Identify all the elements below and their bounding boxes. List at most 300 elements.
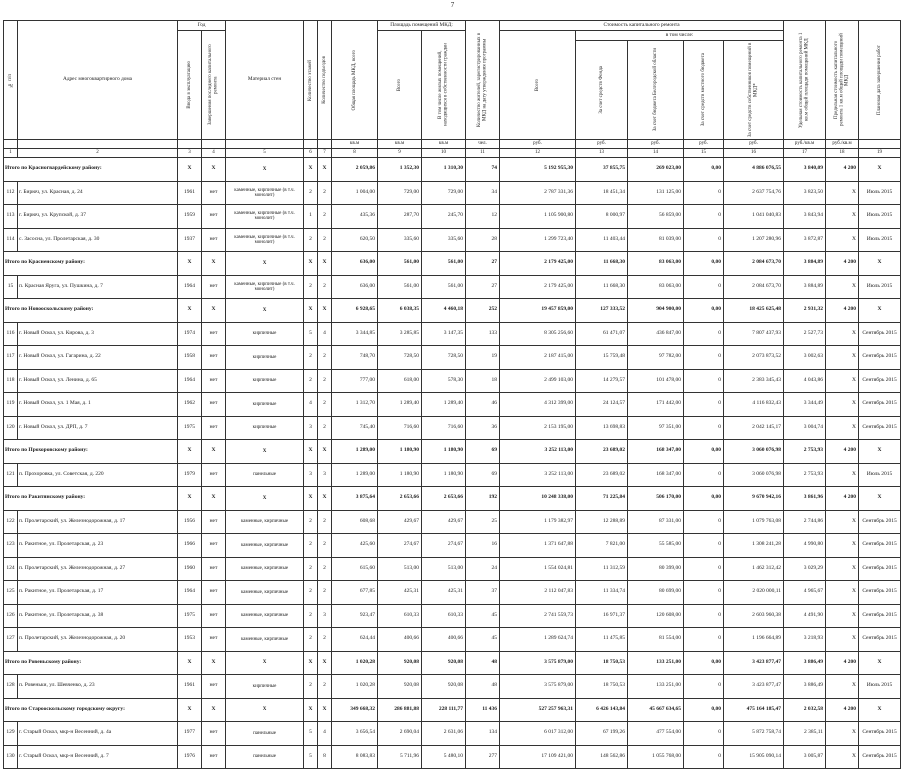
row-number: 126 <box>4 604 18 628</box>
table-cell: 1962 <box>178 393 202 417</box>
table-cell: 0,00 <box>684 158 724 182</box>
table-cell: 1 180,90 <box>422 463 466 487</box>
subtotal-label: Итого по Красненскому району: <box>4 252 178 276</box>
table-cell: 2 <box>304 275 318 299</box>
unit-cell-14: руб. <box>628 140 684 149</box>
table-cell: 1 289,40 <box>378 393 422 417</box>
address-cell: г. Новый Оскол, ул. ДРП, д. 7 <box>18 416 178 440</box>
table-cell: 1 289,40 <box>422 393 466 417</box>
row-number: 124 <box>4 557 18 581</box>
table-cell: 561,00 <box>422 275 466 299</box>
table-cell: 624,44 <box>332 628 378 652</box>
table-cell: X <box>826 581 859 605</box>
table-cell: 3 005,87 <box>784 745 826 769</box>
table-cell: 1 180,90 <box>378 463 422 487</box>
table-cell: 11 334,74 <box>576 581 628 605</box>
table-cell: 3 002,63 <box>784 346 826 370</box>
table-cell: 3 575 879,00 <box>500 675 576 699</box>
unit-cell-4 <box>202 140 226 149</box>
table-row <box>4 510 901 534</box>
table-cell: 81 554,00 <box>628 628 684 652</box>
table-cell: 4 <box>318 322 332 346</box>
address-cell: п. Прохоровка, ул. Советская, д. 220 <box>18 463 178 487</box>
row-number: 112 <box>4 181 18 205</box>
completion-date-cell: X <box>859 487 901 511</box>
table-cell: X <box>826 463 859 487</box>
address-cell: п. Пролетарский, ул. Железнодорожная, д. 27 <box>18 557 178 581</box>
table-cell: X <box>826 205 859 229</box>
table-cell: X <box>318 158 332 182</box>
table-cell: 1979 <box>178 463 202 487</box>
table-cell: 37 <box>466 581 500 605</box>
wall-material-cell: X <box>226 158 304 182</box>
table-cell: 131 125,00 <box>628 181 684 205</box>
table-cell: 2 383 345,43 <box>724 369 784 393</box>
table-cell: 56 859,00 <box>628 205 684 229</box>
table-cell: 1959 <box>178 205 202 229</box>
table-cell: 3 886,49 <box>784 651 826 675</box>
column-number-cell-7: 7 <box>318 149 332 158</box>
table-cell: 1958 <box>178 346 202 370</box>
wall-material-cell: кирпичные <box>226 322 304 346</box>
table-cell: 748,70 <box>332 346 378 370</box>
table-cell: 923,47 <box>332 604 378 628</box>
subtotal-row <box>4 698 901 722</box>
column-number-cell-17: 17 <box>784 149 826 158</box>
table-cell: 620,50 <box>332 228 378 252</box>
table-row <box>4 275 901 299</box>
table-cell: 1977 <box>178 722 202 746</box>
wall-material-cell: панельные <box>226 722 304 746</box>
row-number: 114 <box>4 228 18 252</box>
completion-date-cell: X <box>859 440 901 464</box>
column-number-cell-10: 10 <box>422 149 466 158</box>
table-cell: 3 423 877,47 <box>724 675 784 699</box>
table-cell: 252 <box>466 299 500 323</box>
table-cell: 4 200 <box>826 252 859 276</box>
table-cell: 0 <box>684 604 724 628</box>
table-cell: 81 039,00 <box>628 228 684 252</box>
table-row <box>4 322 901 346</box>
table-row <box>4 675 901 699</box>
table-cell: 1 554 024,81 <box>500 557 576 581</box>
table-cell: 0 <box>684 346 724 370</box>
table-cell: 561,00 <box>378 275 422 299</box>
table-cell: 0 <box>684 416 724 440</box>
header-floors: Количество этажей <box>304 21 318 140</box>
table-cell: 11 436 <box>466 698 500 722</box>
address-cell: п. Красная Яруга, ул. Пушкина, д. 7 <box>18 275 178 299</box>
table-cell: 728,50 <box>422 346 466 370</box>
table-cell: 192 <box>466 487 500 511</box>
table-cell: 2 <box>304 181 318 205</box>
table-cell: нет <box>202 510 226 534</box>
table-cell: 4 200 <box>826 299 859 323</box>
table-row <box>4 416 901 440</box>
table-cell: X <box>304 651 318 675</box>
table-cell: 425,31 <box>422 581 466 605</box>
table-cell: 286 881,88 <box>378 698 422 722</box>
table-cell: 2 <box>304 346 318 370</box>
header-cost-owners: За счет средств собственников помещений в МКД* <box>724 41 784 140</box>
column-number-cell-15: 15 <box>684 149 724 158</box>
table-cell: 578,30 <box>422 369 466 393</box>
table-cell: 0,00 <box>684 651 724 675</box>
table-cell: 4 116 832,43 <box>724 393 784 417</box>
completion-date-cell: Июль 2015 <box>859 275 901 299</box>
row-number: 129 <box>4 722 18 746</box>
table-cell: 2 <box>318 628 332 652</box>
table-cell: 3 344,49 <box>784 393 826 417</box>
table-cell: 24 124,57 <box>576 393 628 417</box>
table-cell: X <box>202 487 226 511</box>
wall-material-cell: кирпичные <box>226 675 304 699</box>
wall-material-cell: кирпичные <box>226 369 304 393</box>
table-cell: X <box>826 722 859 746</box>
table-cell: 83 063,00 <box>628 252 684 276</box>
table-cell: 5 872 758,74 <box>724 722 784 746</box>
table-cell: 3 029,29 <box>784 557 826 581</box>
unit-cell-13: руб. <box>576 140 628 149</box>
wall-material-cell: X <box>226 440 304 464</box>
column-number-cell-4: 4 <box>202 149 226 158</box>
table-cell: 2 <box>318 534 332 558</box>
table-cell: 1 020,28 <box>332 675 378 699</box>
table-cell: X <box>202 252 226 276</box>
table-cell: 6 017 312,00 <box>500 722 576 746</box>
completion-date-cell: X <box>859 252 901 276</box>
table-cell: X <box>826 228 859 252</box>
address-cell: п. Пролетарский, ул. Железнодорожная, д. 17 <box>18 510 178 534</box>
table-cell: нет <box>202 228 226 252</box>
address-cell: г. Бирюч, ул. Крупской, д. 37 <box>18 205 178 229</box>
table-cell: 0,00 <box>684 252 724 276</box>
table-cell: 0,00 <box>684 698 724 722</box>
table-cell: X <box>318 440 332 464</box>
row-number: 15 <box>4 275 18 299</box>
column-number-cell-6: 6 <box>304 149 318 158</box>
header-residents: Количество жителей, зарегистрированных в МКД на дату утверждения программы <box>466 21 500 140</box>
table-cell: 3 344,85 <box>332 322 378 346</box>
table-cell: 2 637 754,76 <box>724 181 784 205</box>
table-cell: X <box>304 698 318 722</box>
table-cell: 2 741 559,73 <box>500 604 576 628</box>
subtotal-label: Итого по Ракитянскому району: <box>4 487 178 511</box>
table-cell: 610,33 <box>422 604 466 628</box>
table-cell: 1966 <box>178 534 202 558</box>
table-cell: 15 759,48 <box>576 346 628 370</box>
completion-date-cell: Сентябрь 2015 <box>859 534 901 558</box>
header-unit-cost: Удельная стоимость капитального ремонта 1 кв.м общей площади помещений МКД <box>784 21 826 140</box>
wall-material-cell: кирпичные <box>226 393 304 417</box>
table-cell: X <box>826 393 859 417</box>
table-cell: 45 <box>466 628 500 652</box>
table-row <box>4 463 901 487</box>
table-cell: 4 886 076,55 <box>724 158 784 182</box>
table-cell: 18 <box>466 369 500 393</box>
table-cell: нет <box>202 346 226 370</box>
table-cell: 729,00 <box>378 181 422 205</box>
header-year-group: Год <box>178 21 226 31</box>
table-cell: 3 <box>318 604 332 628</box>
table-cell: 5 <box>304 322 318 346</box>
table-cell: 1937 <box>178 228 202 252</box>
row-number: 128 <box>4 675 18 699</box>
subtotal-row <box>4 651 901 675</box>
table-cell: 8 <box>318 745 332 769</box>
table-cell: нет <box>202 557 226 581</box>
column-number-cell-19: 19 <box>859 149 901 158</box>
table-cell: 1961 <box>178 675 202 699</box>
table-cell: 3 060 076,98 <box>724 440 784 464</box>
table-cell: 25 <box>466 510 500 534</box>
table-cell: 168 347,00 <box>628 463 684 487</box>
table-cell: 27 <box>466 252 500 276</box>
completion-date-cell: Сентябрь 2015 <box>859 604 901 628</box>
table-cell: 0 <box>684 205 724 229</box>
table-cell: 3 060 076,98 <box>724 463 784 487</box>
row-number: 127 <box>4 628 18 652</box>
table-cell: 46 <box>466 393 500 417</box>
row-number: 117 <box>4 346 18 370</box>
table-cell: 2 <box>318 346 332 370</box>
column-number-cell-1: 1 <box>4 149 18 158</box>
table-cell: 28 <box>466 228 500 252</box>
table-cell: 1976 <box>178 745 202 769</box>
table-cell: 4 043,86 <box>784 369 826 393</box>
row-number: 130 <box>4 745 18 769</box>
table-cell: X <box>826 369 859 393</box>
table-cell: 777,00 <box>332 369 378 393</box>
table-cell: X <box>318 252 332 276</box>
address-cell: г. Бирюч, ул. Красная, д. 24 <box>18 181 178 205</box>
table-cell: 513,00 <box>378 557 422 581</box>
table-cell: 3 285,85 <box>378 322 422 346</box>
row-number: 125 <box>4 581 18 605</box>
table-cell: 5 711,96 <box>378 745 422 769</box>
table-cell: 101 478,00 <box>628 369 684 393</box>
column-number-cell-3: 3 <box>178 149 202 158</box>
table-cell: 133 251,00 <box>628 651 684 675</box>
table-cell: 716,60 <box>422 416 466 440</box>
table-cell: 2 073 873,52 <box>724 346 784 370</box>
table-cell: 3 <box>318 463 332 487</box>
table-row <box>4 534 901 558</box>
table-cell: 2 <box>304 510 318 534</box>
address-cell: г. Новый Оскол, ул. 1 Мая, д. 1 <box>18 393 178 417</box>
table-cell: 3 <box>304 463 318 487</box>
table-cell: 1 020,28 <box>332 651 378 675</box>
table-cell: 0 <box>684 181 724 205</box>
column-number-cell-12: 12 <box>500 149 576 158</box>
table-cell: 3 656,54 <box>332 722 378 746</box>
table-cell: 561,00 <box>422 252 466 276</box>
table-cell: 425,60 <box>332 534 378 558</box>
table-cell: 729,00 <box>422 181 466 205</box>
table-cell: 7 807 437,93 <box>724 322 784 346</box>
wall-material-cell: кирпичные <box>226 346 304 370</box>
table-cell: 527 257 963,31 <box>500 698 576 722</box>
table-cell: 11 668,30 <box>576 252 628 276</box>
table-cell: 3 252 113,00 <box>500 463 576 487</box>
table-cell: X <box>826 346 859 370</box>
table-cell: 1 196 664,89 <box>724 628 784 652</box>
table-cell: 3 218,93 <box>784 628 826 652</box>
table-cell: 2 <box>304 534 318 558</box>
table-cell: 269 023,00 <box>628 158 684 182</box>
table-cell: нет <box>202 722 226 746</box>
table-cell: 4 200 <box>826 698 859 722</box>
table-cell: 97 351,00 <box>628 416 684 440</box>
table-cell: 71 225,84 <box>576 487 628 511</box>
table-cell: X <box>178 158 202 182</box>
table-cell: 13 698,83 <box>576 416 628 440</box>
table-cell: 2 653,66 <box>422 487 466 511</box>
table-cell: 11 403,44 <box>576 228 628 252</box>
table-cell: 608,68 <box>332 510 378 534</box>
unit-cell-7 <box>318 140 332 149</box>
column-number-cell-18: 18 <box>826 149 859 158</box>
table-cell: 0 <box>684 393 724 417</box>
table-cell: 561,00 <box>378 252 422 276</box>
table-cell: X <box>826 745 859 769</box>
table-cell: X <box>304 299 318 323</box>
table-cell: 16 971,37 <box>576 604 628 628</box>
table-cell: 67 199,26 <box>576 722 628 746</box>
unit-cell-5 <box>226 140 304 149</box>
table-cell: 636,00 <box>332 252 378 276</box>
unit-cell-6 <box>304 140 318 149</box>
table-cell: 335,60 <box>378 228 422 252</box>
table-cell: 4 965,67 <box>784 581 826 605</box>
table-cell: 11 668,30 <box>576 275 628 299</box>
table-cell: 2 <box>304 557 318 581</box>
completion-date-cell: Сентябрь 2015 <box>859 581 901 605</box>
table-cell: 4 312 399,00 <box>500 393 576 417</box>
unit-cell-2 <box>18 140 178 149</box>
table-cell: 400,66 <box>422 628 466 652</box>
table-cell: 6 928,65 <box>332 299 378 323</box>
table-cell: 24 <box>466 557 500 581</box>
table-cell: 11 475,85 <box>576 628 628 652</box>
address-cell: г. Старый Оскол, мкр-н Весенний, д. 7 <box>18 745 178 769</box>
table-cell: 148 562,86 <box>576 745 628 769</box>
table-cell: 274,67 <box>378 534 422 558</box>
table-cell: 1975 <box>178 416 202 440</box>
table-cell: 2 179 425,00 <box>500 252 576 276</box>
table-cell: 2 <box>318 393 332 417</box>
table-cell: 2 <box>304 228 318 252</box>
table-cell: 636,00 <box>332 275 378 299</box>
table-cell: 4 <box>318 722 332 746</box>
table-cell: X <box>826 534 859 558</box>
table-cell: 18 451,34 <box>576 181 628 205</box>
table-cell: X <box>178 487 202 511</box>
completion-date-cell: Сентябрь 2015 <box>859 369 901 393</box>
table-cell: 6 038,35 <box>378 299 422 323</box>
table-cell: 245,70 <box>422 205 466 229</box>
address-cell: г. Новый Оскол, ул. Гагарина, д. 22 <box>18 346 178 370</box>
table-cell: 4 200 <box>826 651 859 675</box>
table-cell: 2 032,58 <box>784 698 826 722</box>
unit-cell-15: руб. <box>684 140 724 149</box>
completion-date-cell: Июль 2015 <box>859 463 901 487</box>
wall-material-cell: каменные, кирпичные <box>226 557 304 581</box>
table-cell: 3 <box>304 416 318 440</box>
table-cell: 2 084 673,70 <box>724 252 784 276</box>
table-cell: X <box>178 299 202 323</box>
table-cell: нет <box>202 534 226 558</box>
table-cell: 37 855,75 <box>576 158 628 182</box>
header-year-last-repair: Завершения последнего капитального ремонта <box>202 31 226 140</box>
table-cell: 168 347,00 <box>628 440 684 464</box>
table-cell: 2 187 415,00 <box>500 346 576 370</box>
table-row <box>4 745 901 769</box>
table-cell: 80 699,00 <box>628 581 684 605</box>
unit-cell-8: кв.м <box>332 140 378 149</box>
column-number-cell-8: 8 <box>332 149 378 158</box>
table-cell: 228 111,77 <box>422 698 466 722</box>
table-cell: 0,00 <box>684 440 724 464</box>
table-cell: 2 153 195,00 <box>500 416 576 440</box>
table-cell: 3 252 113,00 <box>500 440 576 464</box>
table-cell: X <box>202 440 226 464</box>
table-cell: 920,08 <box>422 651 466 675</box>
completion-date-cell: Июль 2015 <box>859 205 901 229</box>
table-cell: 69 <box>466 463 500 487</box>
table-cell: 0 <box>684 628 724 652</box>
completion-date-cell: Сентябрь 2015 <box>859 557 901 581</box>
table-cell: 2 084 673,70 <box>724 275 784 299</box>
table-cell: X <box>826 628 859 652</box>
table-cell: 134 <box>466 722 500 746</box>
table-cell: 2 <box>318 416 332 440</box>
unit-cell-18: руб./кв.м <box>826 140 859 149</box>
column-number-cell-11: 11 <box>466 149 500 158</box>
subtotal-label: Итого по Ровеньскому району: <box>4 651 178 675</box>
table-cell: нет <box>202 393 226 417</box>
table-cell: 133 <box>466 322 500 346</box>
table-cell: 74 <box>466 158 500 182</box>
table-cell: 1 308 241,28 <box>724 534 784 558</box>
subtotal-row <box>4 252 901 276</box>
table-cell: 83 063,00 <box>628 275 684 299</box>
table-cell: нет <box>202 205 226 229</box>
completion-date-cell: Сентябрь 2015 <box>859 510 901 534</box>
table-cell: 5 192 955,30 <box>500 158 576 182</box>
table-cell: 1 312,70 <box>332 393 378 417</box>
table-cell: 335,60 <box>422 228 466 252</box>
table-cell: 133 251,00 <box>628 675 684 699</box>
table-cell: 904 900,00 <box>628 299 684 323</box>
table-cell: 10 248 338,00 <box>500 487 576 511</box>
table-cell: 55 585,00 <box>628 534 684 558</box>
table-cell: X <box>826 181 859 205</box>
table-cell: 0 <box>684 675 724 699</box>
table-cell: 0 <box>684 722 724 746</box>
table-cell: 920,08 <box>422 675 466 699</box>
table-row <box>4 628 901 652</box>
table-cell: 287,70 <box>378 205 422 229</box>
table-cell: 3 872,87 <box>784 228 826 252</box>
column-number-cell-14: 14 <box>628 149 684 158</box>
table-cell: 0,00 <box>684 487 724 511</box>
table-cell: 2 <box>318 675 332 699</box>
table-cell: нет <box>202 463 226 487</box>
table-cell: 23 689,02 <box>576 463 628 487</box>
wall-material-cell: X <box>226 651 304 675</box>
table-cell: X <box>318 299 332 323</box>
